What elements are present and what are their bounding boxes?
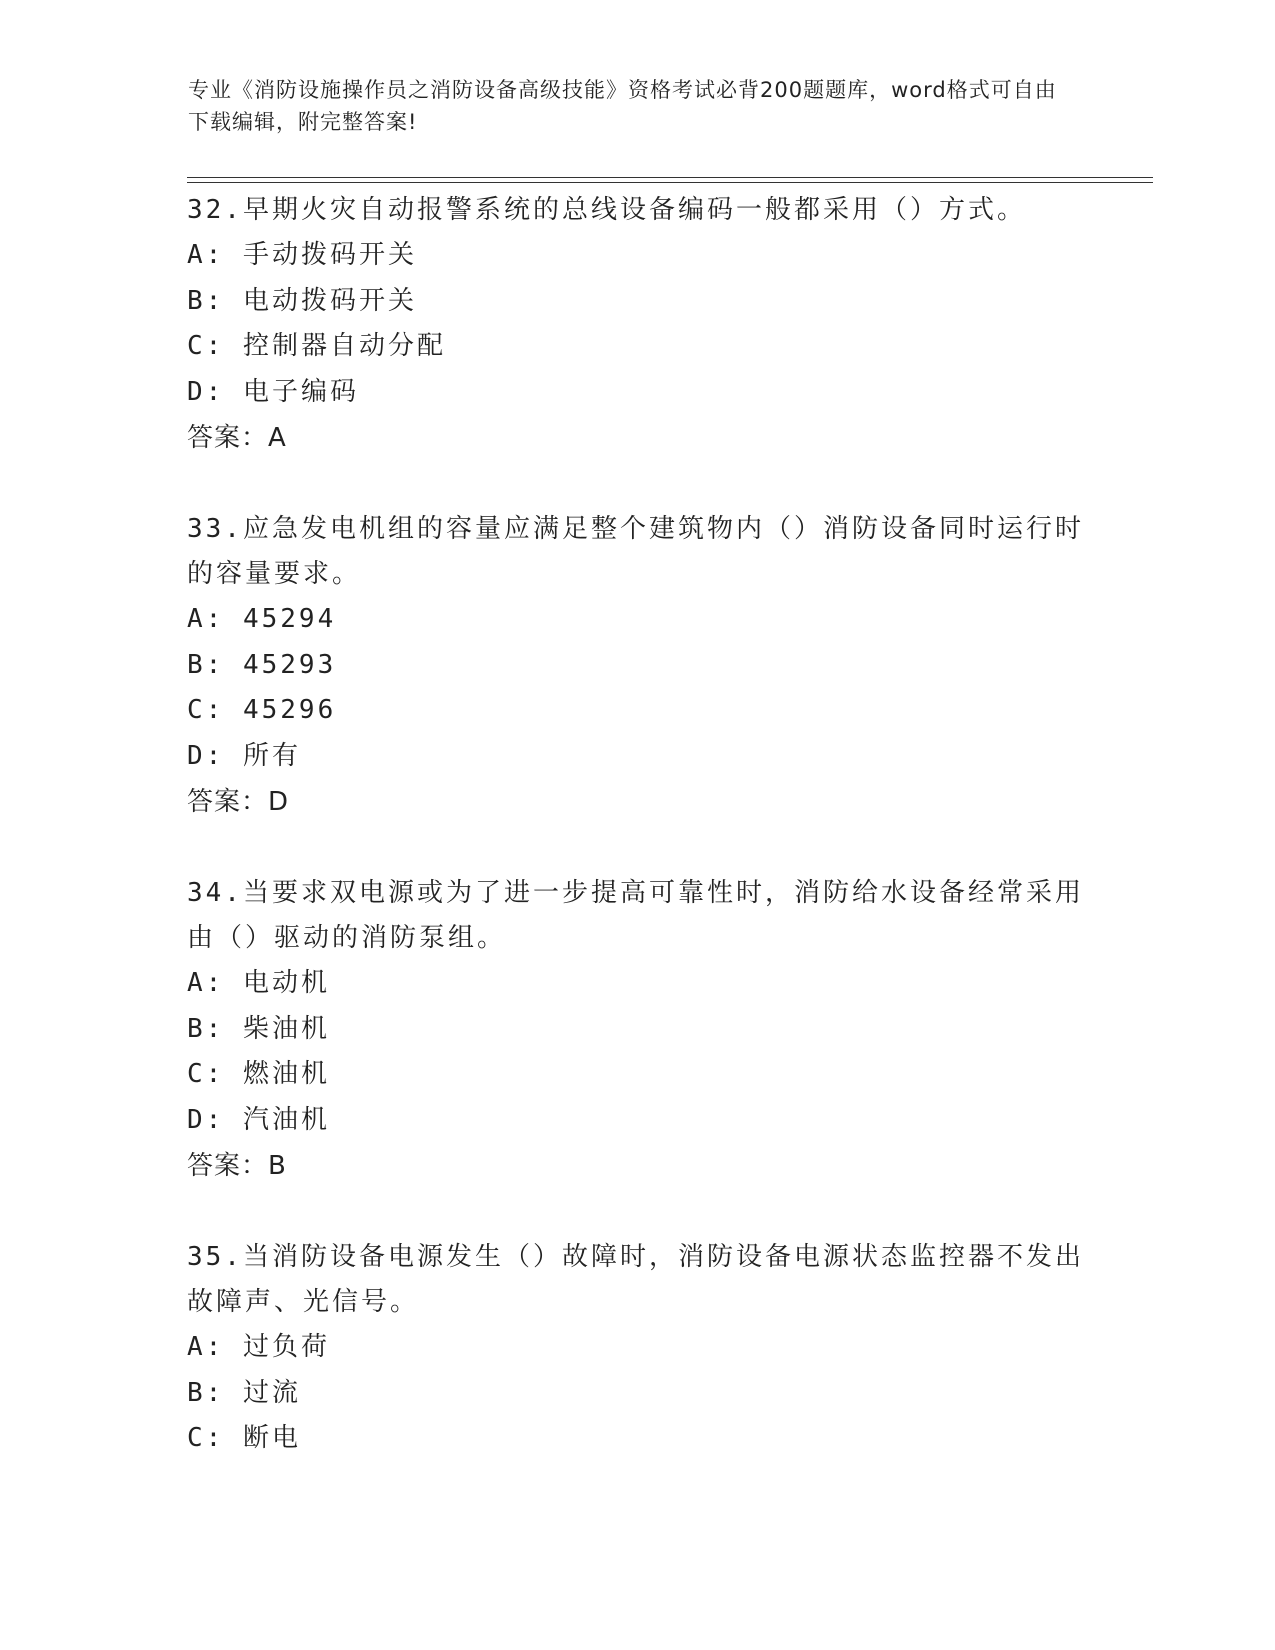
question-stem: 33.应急发电机组的容量应满足整个建筑物内（）消防设备同时运行时的容量要求。 [187, 514, 1084, 589]
option-c: C: 45296 [187, 695, 337, 725]
option-a: A: 手动拨码开关 [187, 240, 417, 270]
option-c: C: 断电 [187, 1423, 301, 1453]
question-32 [187, 188, 1087, 461]
question-stem: 34.当要求双电源或为了进一步提高可靠性时，消防给水设备经常采用由（）驱动的消防泵组。 [187, 878, 1084, 953]
answer-label: 答案：B [187, 1151, 287, 1181]
option-a: A: 过负荷 [187, 1332, 330, 1362]
option-c: C: 燃油机 [187, 1059, 330, 1089]
option-b: B: 电动拨码开关 [187, 285, 417, 316]
header-divider-line [187, 177, 1153, 178]
question-33 [187, 507, 1087, 825]
option-a: A: 电动机 [187, 968, 330, 998]
header-divider-line-double [187, 182, 1153, 183]
option-b: B: 过流 [187, 1377, 301, 1408]
option-d: D: 汽油机 [187, 1104, 330, 1135]
option-c: C: 控制器自动分配 [187, 331, 446, 361]
question-stem: 32.早期火灾自动报警系统的总线设备编码一般都采用（）方式。 [187, 195, 1026, 225]
question-list [187, 188, 1087, 1462]
question-34 [187, 871, 1087, 1189]
option-a: A: 45294 [187, 604, 337, 634]
option-b: B: 45293 [187, 649, 337, 680]
option-b: B: 柴油机 [187, 1013, 330, 1044]
answer-label: 答案：A [187, 423, 287, 453]
document-header: 专业《消防设施操作员之消防设备高级技能》资格考试必背200题题库，word格式可自由下载编辑，附完整答案! [188, 78, 1057, 134]
question-stem: 35.当消防设备电源发生（）故障时，消防设备电源状态监控器不发出故障声、光信号。 [187, 1242, 1084, 1317]
option-d: D: 电子编码 [187, 376, 359, 407]
option-d: D: 所有 [187, 740, 301, 771]
question-35 [187, 1235, 1087, 1462]
answer-label: 答案：D [187, 787, 290, 817]
